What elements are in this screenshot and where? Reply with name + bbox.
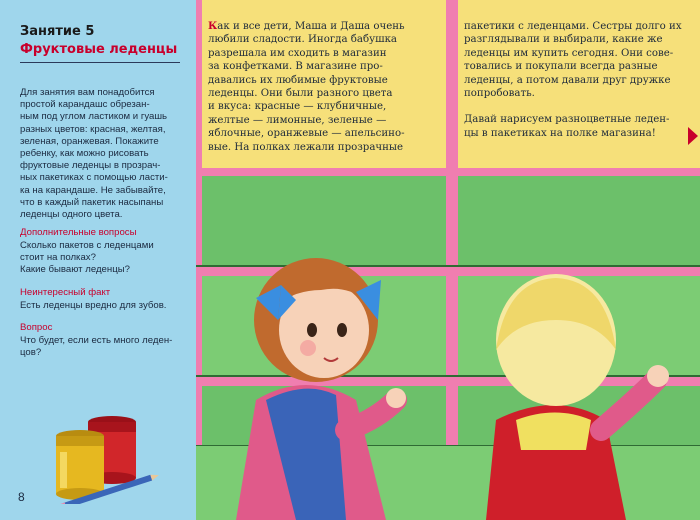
extra-questions-text: [20, 240, 188, 277]
story-line: яблочные, оранжевые — апельсино-: [208, 128, 405, 140]
story-line: цы в пакетиках на полке магазина!: [464, 127, 656, 139]
drop-cap: К: [208, 20, 218, 32]
extra-line: Какие бывают леденцы?: [20, 264, 130, 276]
story-line: разглядывали и выбирали, какие же: [464, 34, 663, 46]
story-line-text: ак и все дети, Маша и Даша очень: [217, 21, 405, 32]
story-line: давались их любимые фруктовые: [208, 74, 388, 86]
story-line: леденцы, а потом давали друг дружке: [464, 74, 671, 86]
intro-line: Для занятия вам понадобится: [20, 87, 155, 98]
fact-line: Есть леденцы вредно для зубов.: [20, 300, 167, 311]
intro-line: простой карандашс обрезан-: [20, 99, 150, 111]
story-line: за конфетками. В магазине про-: [208, 61, 383, 73]
intro-line: леденцы одного цвета.: [20, 209, 123, 221]
arrow-right-icon[interactable]: [688, 127, 698, 145]
intro-line: ребенку, как можно рисовать: [20, 148, 149, 160]
story-line: Давай нарисуем разноцветные леден-: [464, 114, 670, 126]
extra-line: стоит на полках?: [20, 252, 96, 264]
story-line: и вкуса: красные — клубничные,: [208, 101, 387, 113]
intro-line: ных пакетиках с помощью ласти-: [20, 172, 168, 184]
intro-line: что в каждый пакетик насыпаны: [20, 196, 164, 208]
story-line: леденцы им купить сегодня. Они сове-: [464, 47, 674, 59]
story-line: вые. На полках лежали прозрачные: [208, 141, 404, 153]
question-text: [20, 335, 188, 359]
question-heading: Вопрос: [20, 322, 53, 333]
story-line: попробовать.: [464, 88, 535, 100]
title-divider: [20, 62, 180, 63]
intro-text: [20, 87, 188, 221]
question-line: Что будет, если есть много леден-: [20, 335, 173, 346]
story-paragraph: [464, 20, 686, 100]
story-line: [208, 20, 440, 33]
intro-line: зеленая, оранжевая. Покажите: [20, 135, 159, 147]
lesson-number: Занятие 5: [20, 24, 95, 39]
story-column-1: [208, 20, 440, 154]
story-line: желтые — лимонные, зеленые —: [208, 114, 387, 126]
intro-line: ным под углом ластиком и гуашь: [20, 111, 168, 123]
story-line: леденцы. Они были разного цвета: [208, 88, 393, 100]
intro-line: разных цветов: красная, желтая,: [20, 123, 166, 135]
story-line: товались и покупали всегда разные: [464, 61, 658, 73]
intro-line: фруктовые леденцы в прозрач-: [20, 160, 161, 172]
page-number: 8: [18, 490, 25, 504]
intro-line: ка на карандаше. Не забывайте,: [20, 184, 166, 196]
story-line: разрешала им сходить в магазин: [208, 47, 387, 59]
story-line: любили сладости. Иногда бабушка: [208, 34, 398, 46]
extra-questions-heading: Дополнительные вопросы: [20, 227, 137, 238]
story-paragraph: [464, 113, 686, 140]
fact-heading: Неинтересный факт: [20, 287, 111, 298]
story-line: пакетики с леденцами. Сестры долго их: [464, 21, 682, 32]
question-line: цов?: [20, 347, 42, 359]
lesson-title: Фруктовые леденцы: [20, 42, 178, 57]
story-column-2: [464, 20, 686, 153]
paint-jars-icon: [44, 408, 164, 504]
extra-line: Сколько пакетов с леденцами: [20, 240, 154, 251]
fact-text: [20, 300, 188, 312]
